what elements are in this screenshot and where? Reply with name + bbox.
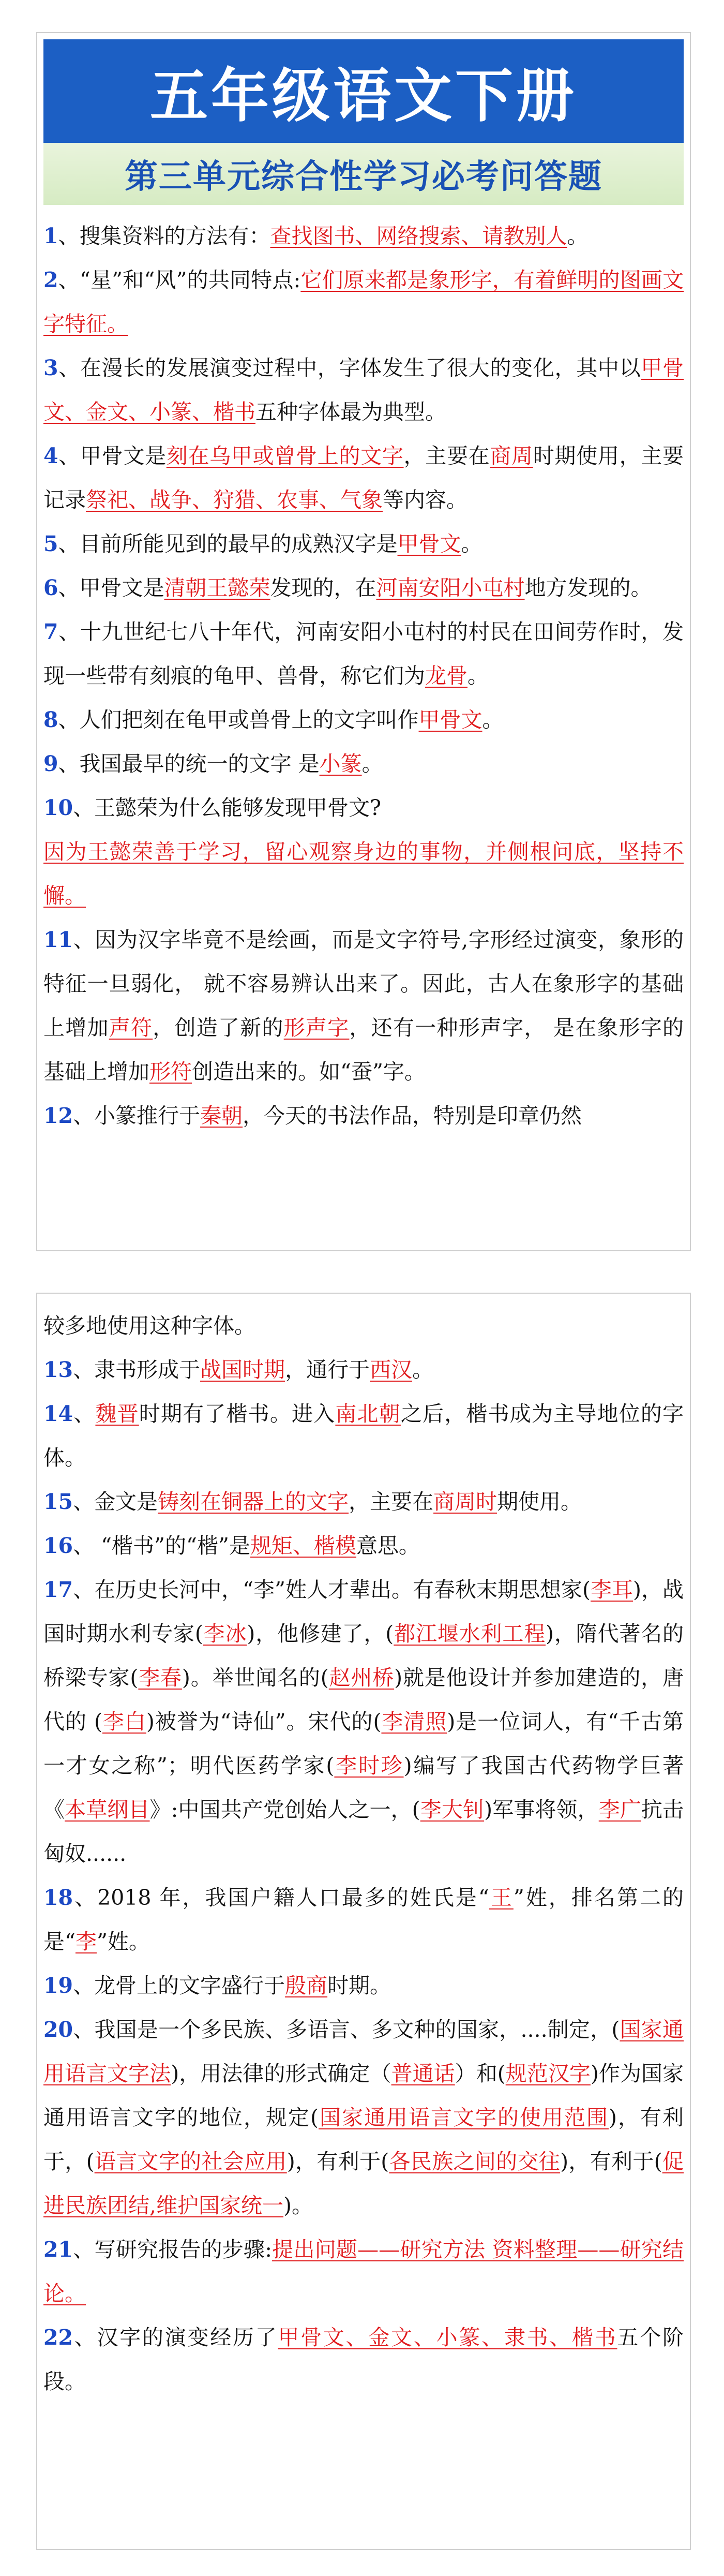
qa-item (43, 1964, 684, 2008)
subtitle-banner (43, 143, 684, 205)
answer-text: 李白 (102, 1709, 146, 1734)
question-text: ，今天的书法作品，特别是印章仍然 (243, 1103, 582, 1128)
answer-text: 甲骨文、金文、小篆、隶书、楷书 (278, 2325, 617, 2350)
answer-text: 查找图书、网络搜索、请教别人 (270, 224, 567, 248)
answer-text: 国家通用语言文字法 (43, 2017, 684, 2086)
question-text: )，有利于( (286, 2149, 389, 2174)
item-number: 2 (43, 268, 58, 292)
question-text: 时期有了楷书。进入 (139, 1401, 336, 1426)
qa-item (43, 214, 684, 258)
answer-text: 规矩、楷模 (250, 1533, 356, 1558)
item-number: 21 (43, 2237, 73, 2262)
qa-list-1 (37, 214, 690, 1138)
question-text: )，用法律的形式确定（ (171, 2061, 391, 2086)
qa-item (43, 346, 684, 434)
question-text: 、我国是一个多民族、多语言、多文种的国家，....制定，( (73, 2017, 620, 2042)
answer-text: 王 (489, 1885, 514, 1910)
qa-item (43, 1568, 684, 1876)
question-text: 。 (361, 751, 383, 776)
question-text: 、在历史长河中，“李”姓人才辈出。有春秋末期思想家( (73, 1577, 591, 1602)
item-number: 7 (43, 619, 58, 644)
qa-item (43, 1876, 684, 1964)
question-text: 、隶书形成于 (73, 1357, 201, 1382)
item-number: 1 (43, 224, 58, 248)
question-text: 、 (73, 1401, 96, 1426)
answer-text: 形声字 (283, 1015, 350, 1040)
qa-item (43, 566, 684, 610)
question-text: 、人们把刻在龟甲或兽骨上的文字叫作 (58, 707, 419, 732)
answer-text: 本草纲目 (65, 1797, 150, 1822)
question-text: 、因为汉字毕竟不是绘画，而是文字符号,字形经过演变，象形的特征一旦弱化， 就不容易辨认出来了。因此，古人在象形字的基础上增加 (43, 927, 684, 1040)
qa-item (43, 1304, 684, 1348)
answer-text: 甲骨文 (418, 707, 482, 732)
answer-text: 西汉 (370, 1357, 413, 1382)
question-text: )，有利于，( (43, 2105, 684, 2174)
answer-text: 李春 (138, 1665, 182, 1690)
page-title: 五年级语文下册 (150, 62, 577, 130)
qa-item (43, 258, 684, 346)
answer-text: 战国时期 (200, 1357, 285, 1382)
answer-text: 秦朝 (200, 1103, 243, 1128)
answer-text: 南北朝 (335, 1401, 401, 1426)
answer-text: 李耳 (591, 1577, 634, 1602)
answer-text: 商周时 (433, 1489, 497, 1514)
question-text: ，创造了新的 (153, 1015, 284, 1040)
item-number: 11 (43, 927, 73, 952)
question-text: ”姓。 (96, 1929, 150, 1954)
question-text: ，还有一种形声字， 是在象形字的基础上增加 (43, 1015, 684, 1084)
question-text: 》:中国共产党创始人之一，( (149, 1797, 420, 1822)
qa-item (43, 1480, 684, 1524)
question-text: 、 “楷书”的“楷”是 (73, 1533, 250, 1558)
qa-item (43, 1392, 684, 1480)
qa-item (43, 742, 684, 786)
qa-item (43, 1094, 684, 1138)
question-text: ，通行于 (285, 1357, 370, 1382)
answer-text: 国家通用语言文字的使用范围 (319, 2105, 609, 2130)
answer-text: 刻在乌甲或曾骨上的文字 (166, 443, 404, 468)
question-text: 、王懿荣为什么能够发现甲骨文? (73, 795, 382, 820)
item-number: 4 (43, 443, 58, 468)
item-number: 14 (43, 1401, 73, 1426)
question-text: 五个阶段。 (43, 2325, 684, 2394)
question-text: )。 (283, 2193, 313, 2218)
question-text: )，有利于( (560, 2149, 662, 2174)
question-text: 、甲骨文是 (58, 575, 164, 600)
item-number: 6 (43, 575, 58, 600)
item-number: 17 (43, 1577, 73, 1602)
question-text: 、“星”和“风”的共同特点: (58, 268, 301, 292)
item-number: 9 (43, 751, 58, 776)
answer-text: 提出问题——研究方法 资料整理——研究结论。 (43, 2237, 684, 2306)
qa-list-2 (37, 1304, 690, 2404)
question-text: 、我国最早的统一的文字 是 (58, 751, 320, 776)
answer-text: 李时珍 (334, 1753, 404, 1778)
qa-item (43, 698, 684, 742)
question-text: ”姓，排名第二的是“ (43, 1885, 684, 1954)
item-number: 15 (43, 1489, 73, 1514)
answer-text: 规范汉字 (505, 2061, 591, 2086)
answer-text: 魏晋 (95, 1401, 139, 1426)
question-text: )。举世闻名的( (182, 1665, 329, 1690)
question-text: 发现的，在 (270, 575, 376, 600)
answer-text: 殷商 (285, 1973, 328, 1998)
answer-text: 河南安阳小屯村 (376, 575, 525, 600)
question-text: 。 (567, 224, 589, 248)
answer-text: 各民族之间的交往 (389, 2149, 561, 2174)
answer-text: 甲骨文、金文、小篆、楷书 (43, 356, 684, 424)
answer-text: 李冰 (203, 1621, 247, 1646)
item-number: 19 (43, 1973, 73, 1998)
question-text: 、汉字的演变经历了 (73, 2325, 278, 2350)
item-number: 10 (43, 795, 73, 820)
qa-item (43, 434, 684, 522)
qa-item (43, 610, 684, 698)
question-text: )，战国时期水利专家( (43, 1577, 684, 1646)
question-text: 。 (467, 663, 489, 688)
answer-text: 清朝王懿荣 (164, 575, 270, 600)
question-text: )是一位词人，有“千古第一才女之称”；明代医药学家( (43, 1709, 684, 1778)
answer-text: 因为王懿荣善于学习，留心观察身边的事物，并侧根问底，坚持不懈。 (43, 839, 684, 908)
question-text: )军事将领， (484, 1797, 599, 1822)
question-text: 地方发现的。 (524, 575, 652, 600)
item-number: 12 (43, 1103, 73, 1128)
question-text: 、甲骨文是 (58, 443, 167, 468)
question-text: 、龙骨上的文字盛行于 (73, 1973, 285, 1998)
item-number: 13 (43, 1357, 73, 1382)
item-number: 18 (43, 1885, 73, 1910)
question-text: 五种字体最为典型。 (255, 399, 446, 424)
question-text: ）和( (455, 2061, 506, 2086)
question-text: 时期。 (327, 1973, 391, 1998)
qa-item (43, 918, 684, 1094)
question-text: 、2018 年，我国户籍人口最多的姓氏是“ (73, 1885, 489, 1910)
answer-text: 铸刻在铜器上的文字 (158, 1489, 349, 1514)
question-text: )，他修建了，( (247, 1621, 394, 1646)
question-text: 较多地使用这种字体。 (43, 1313, 255, 1338)
item-number: 5 (43, 531, 58, 556)
answer-text: 小篆 (319, 751, 362, 776)
question-text: 创造出来的。如“蚕”字。 (192, 1059, 426, 1084)
qa-item (43, 786, 684, 918)
answer-text: 龙骨 (425, 663, 467, 688)
answer-text: 赵州桥 (328, 1665, 395, 1690)
item-number: 16 (43, 1533, 73, 1558)
question-text: )被誉为“诗仙”。宋代的( (146, 1709, 382, 1734)
question-text: 、小篆推行于 (73, 1103, 201, 1128)
question-text: 、搜集资料的方法有： (58, 224, 270, 248)
qa-item (43, 2228, 684, 2316)
question-text: 期使用。 (497, 1489, 582, 1514)
question-text: 、目前所能见到的最早的成熟汉字是 (58, 531, 398, 556)
item-number: 20 (43, 2017, 73, 2042)
answer-text: 普通话 (391, 2061, 455, 2086)
question-text: 。 (482, 707, 504, 732)
question-text: 。 (412, 1357, 434, 1382)
answer-text: 语言文字的社会应用 (94, 2149, 287, 2174)
item-number: 22 (43, 2325, 73, 2350)
answer-text: 祭祀、战争、狩猎、农事、气象 (86, 487, 383, 512)
answer-text: 商周 (490, 443, 533, 468)
question-text: 之后，楷书成为主导地位的字体。 (43, 1401, 684, 1470)
question-text: 、十九世纪七八十年代，河南安阳小屯村的村民在田间劳作时，发现一些带有刻痕的龟甲、兽骨，称它们为 (43, 619, 684, 688)
item-number: 3 (43, 356, 58, 380)
answer-text: 声符 (109, 1015, 153, 1040)
answer-text: 李广 (598, 1797, 641, 1822)
worksheet-page-1 (36, 32, 691, 1251)
item-number: 8 (43, 707, 58, 732)
question-text: )，隋代著名的桥梁专家( (43, 1621, 684, 1690)
worksheet-page-2 (36, 1293, 691, 2550)
question-text: 等内容。 (383, 487, 467, 512)
question-text: 。 (461, 531, 482, 556)
question-text: 意思。 (356, 1533, 420, 1558)
answer-text: 都江堰水利工程 (394, 1621, 546, 1646)
qa-item (43, 2008, 684, 2228)
question-text: 、写研究报告的步骤: (73, 2237, 273, 2262)
question-text: )编写了我国古代药物学巨著《 (43, 1753, 684, 1822)
title-banner (43, 39, 684, 143)
answer-text: 形符 (149, 1059, 192, 1084)
question-text: ，主要在 (349, 1489, 434, 1514)
answer-text: 促进民族团结,维护国家统一 (43, 2149, 684, 2218)
question-text: )就是他设计并参加建造的，唐代的 ( (43, 1665, 684, 1734)
question-text: 时期使用，主要记录 (43, 443, 684, 512)
question-text: 、金文是 (73, 1489, 158, 1514)
answer-text: 李 (75, 1929, 97, 1954)
page-subtitle: 第三单元综合性学习必考问答题 (125, 157, 602, 196)
qa-item (43, 1524, 684, 1568)
question-text: 、在漫长的发展演变过程中，字体发生了很大的变化，其中以 (58, 356, 641, 380)
answer-text: 李大钊 (420, 1797, 485, 1822)
qa-item (43, 2316, 684, 2404)
answer-text: 李清照 (381, 1709, 447, 1734)
answer-text: 它们原来都是象形字，有着鲜明的图画文字特征。 (43, 268, 684, 336)
question-text: )作为国家通用语言文字的地位，规定( (43, 2061, 684, 2130)
question-text: ，主要在 (403, 443, 490, 468)
question-text: 抗击匈奴...... (43, 1797, 684, 1866)
qa-item (43, 522, 684, 566)
answer-text: 甲骨文 (397, 531, 461, 556)
qa-item (43, 1348, 684, 1392)
